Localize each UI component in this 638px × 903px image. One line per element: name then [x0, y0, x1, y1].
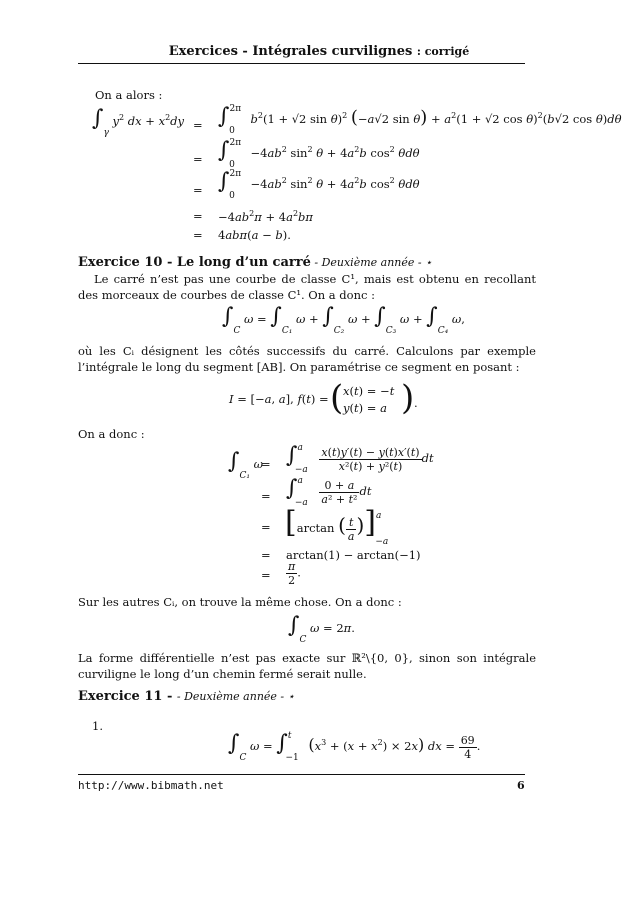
- equation-line-1: $\int_\gamma$ $y^2$ dx + $x^2dy$: [92, 106, 185, 138]
- footer-rule: [78, 774, 525, 775]
- exercise-10-paragraph-2: où les Cᵢ désignent les côtés successifs du carré. Calculons par exemple l’intégrale le long du segment [AB]. On paramétrise ce segment en posant :: [78, 344, 536, 374]
- exercise-11-level: - Deuxième année - ⋆: [176, 690, 295, 703]
- exercise-10-paragraph-5: La forme différentielle n’est pas exacte sur ℝ²\{0, 0}, sinon son intégrale curviligne le long d’un chemin fermé serait nulle.: [78, 651, 536, 681]
- equation-sum-integrals: $\int_C$ $\omega = \int_{C_1}$ $\omega + \int_{C_2}$ $\omega + \int_{C_3}$ $\omega + \int_{C_4}$ ω,: [222, 304, 465, 336]
- equation-rhs-4: $-4ab^2\pi + 4a^2b\pi$: [218, 209, 313, 224]
- eq-sign-7: =: [261, 489, 271, 503]
- period: .: [414, 396, 418, 410]
- equation-rhs-2: $\int^{2\pi}_0 -4ab^2$ $\sin^2 \theta + 4a^2b$ $\cos^2 \theta d\theta$: [218, 138, 420, 170]
- equation-total: $\int_C$ ω = 2π.: [288, 613, 355, 645]
- equation-parametrisation: I = [−a, a], f(t) =: [229, 392, 329, 406]
- exercise-10-paragraph-4: Sur les autres Cᵢ, on trouve la même chose. On a donc :: [78, 595, 402, 609]
- equation-c1-line-5: $\frac{\pi}{2}$ .: [288, 560, 301, 587]
- exercise-11-heading: [78, 689, 295, 704]
- exercise-10-paragraph-3: On a donc :: [78, 427, 145, 441]
- parametrisation-system: x(t) = −t y(t) = a: [343, 384, 395, 415]
- equation-rhs-5: 4abπ(a − b).: [218, 228, 291, 242]
- exercise-11-item-number: 1.: [92, 719, 103, 733]
- exercise-11-title: -: [162, 689, 177, 704]
- exercise-10-paragraph-1: Le carré n’est pas une courbe de classe C¹, mais est obtenu en recollant des morceaux de courbes de classe C¹. On a donc :: [78, 272, 536, 302]
- exercise-10-number: Exercice 10: [78, 255, 163, 270]
- eq-sign-5: =: [193, 228, 203, 242]
- equation-c1-line-3: [arctan ( $\frac{t}{a}$ )]$^a_{-a}$: [285, 505, 389, 547]
- exercise-10-level: - Deuxième année - ⋆: [310, 256, 432, 269]
- page-title: Exercices - Intégrales curvilignes: [168, 44, 413, 59]
- page-number: 6: [517, 779, 525, 792]
- integral-c1: $\int_{C_1}$ ω: [228, 449, 264, 481]
- exercise-11-number: Exercice 11: [78, 689, 163, 704]
- equation-rhs-3: $\int^{2\pi}_0 -4ab^2$ $\sin^2 \theta + 4a^2b$ $\cos^2 \theta d\theta$: [218, 169, 420, 201]
- intro-text: On a alors :: [95, 88, 163, 102]
- page-header: [0, 44, 638, 59]
- eq-sign-3: =: [193, 183, 203, 197]
- header-rule: [78, 63, 525, 64]
- footer-url[interactable]: http://www.bibmath.net: [78, 779, 224, 792]
- page-subtitle: : corrigé: [416, 45, 470, 58]
- eq-sign-2: =: [193, 152, 203, 166]
- equation-rhs-1: ∫$^{2\pi}_0$ $b^2(1 + √2$ sin θ)$^2$ (−a√2 $\sin \theta) + a^2(1 + √2$ cos θ)$^2$(b√2 cos θ)dθ: [218, 104, 622, 136]
- eq-sign-9: =: [261, 548, 271, 562]
- equation-c1-line-4: arctan(1) − arctan(−1): [286, 548, 421, 562]
- eq-sign-4: =: [193, 209, 203, 223]
- eq-sign-10: =: [261, 568, 271, 582]
- equation-exercise-11: $\int_C$ ω = ∫$^t_{-1}$ $(x^3 + (x + x^2) \times 2x)$ dx = $\frac{69}{4}$ .: [228, 731, 481, 763]
- eq-sign-6: =: [261, 457, 271, 471]
- exercise-10-title: - Le long d’un carré: [162, 255, 311, 270]
- equation-c1-line-1: ∫$^a_{-a}$ $\frac{x(t)y'(t) - y(t)x'(t)}{\text{x²(t) + y²(t)}}$ dt: [286, 443, 434, 475]
- eq-sign-8: =: [261, 520, 271, 534]
- exercise-10-heading: [78, 255, 432, 270]
- paren-left: (: [330, 378, 344, 418]
- equation-c1-line-2: ∫$^a_{-a}$ $\frac{0 + a}{\text{a² + t²}}$ dt: [286, 476, 372, 508]
- eq-sign-1: =: [193, 118, 203, 132]
- paren-right: ): [401, 378, 415, 418]
